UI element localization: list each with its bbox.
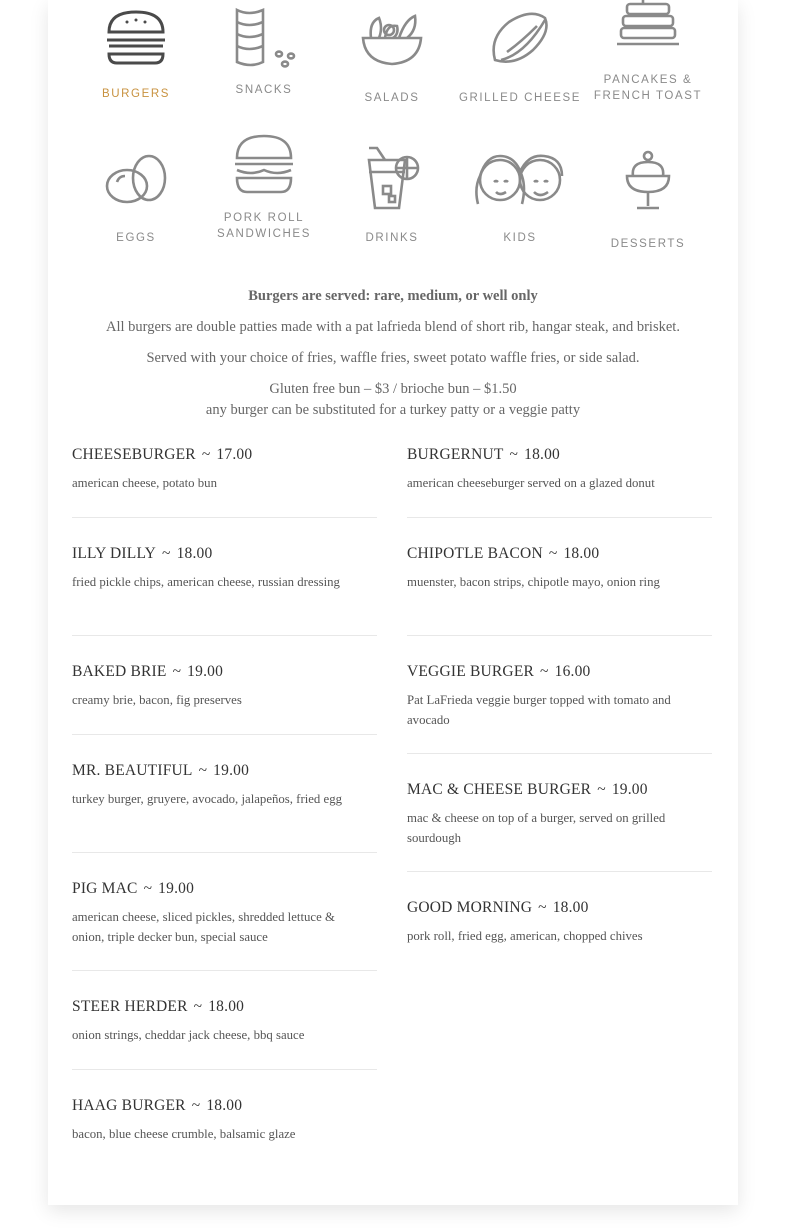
item-name: BAKED BRIE	[72, 663, 167, 680]
salad-bowl-icon	[359, 8, 425, 68]
item-price: 16.00	[554, 663, 591, 680]
category-desserts[interactable]	[584, 148, 712, 252]
served-note: Burgers are served: rare, medium, or well only	[248, 288, 538, 304]
item-price: 18.00	[208, 998, 245, 1015]
item-name: HAAG BURGER	[72, 1097, 186, 1114]
category-snacks[interactable]	[200, 6, 328, 98]
category-label: PANCAKES & FRENCH TOAST	[593, 74, 703, 102]
category-label: GRILLED CHEESE	[458, 92, 582, 104]
item-price: 17.00	[216, 446, 253, 463]
category-label: KIDS	[503, 232, 537, 244]
item-price: 18.00	[206, 1097, 243, 1114]
category-kids[interactable]	[456, 152, 584, 246]
menu-item[interactable]: HAAG BURGER ~ 18.00 bacon, blue cheese crumble, balsamic glaze	[72, 1096, 377, 1156]
patties-note: All burgers are double patties made with a pat lafrieda blend of short rib, hangar steak, and brisket.	[106, 319, 680, 335]
pancakes-icon	[615, 0, 681, 50]
category-label: DESSERTS	[610, 238, 686, 250]
category-pork-roll[interactable]	[200, 132, 328, 242]
item-description: mac & cheese on top of a burger, served on grilled sourdough	[407, 811, 666, 845]
item-name: STEER HERDER	[72, 998, 188, 1015]
sandwich-icon	[231, 132, 297, 196]
kids-icon	[472, 152, 568, 208]
menu-item[interactable]: MR. BEAUTIFUL ~ 19.00 turkey burger, gruyere, avocado, jalapeños, fried egg	[72, 761, 377, 853]
item-price: 19.00	[213, 762, 250, 779]
item-description: pork roll, fried egg, american, chopped chives	[407, 929, 643, 943]
item-description: american cheeseburger served on a glazed donut	[407, 476, 655, 490]
category-label: BURGERS	[101, 88, 171, 100]
bun-note: Gluten free bun – $3 / brioche bun – $1.50	[269, 381, 517, 397]
item-description: onion strings, cheddar jack cheese, bbq sauce	[72, 1028, 305, 1042]
item-name: GOOD MORNING	[407, 899, 533, 916]
item-name: CHIPOTLE BACON	[407, 545, 543, 562]
menu-item[interactable]: ILLY DILLY ~ 18.00 fried pickle chips, american cheese, russian dressing	[72, 544, 377, 636]
menu-item[interactable]: PIG MAC ~ 19.00 american cheese, sliced pickles, shredded lettuce & onion, triple decker bun, special sauce	[72, 879, 377, 971]
item-name: VEGGIE BURGER	[407, 663, 535, 680]
eggs-icon	[103, 152, 169, 208]
menu-item[interactable]: BAKED BRIE ~ 19.00 creamy brie, bacon, fig preserves	[72, 662, 377, 735]
item-price: 19.00	[187, 663, 224, 680]
menu-item[interactable]: MAC & CHEESE BURGER ~ 19.00 mac & cheese on top of a burger, served on grilled sourdough	[407, 780, 712, 872]
category-grilled-cheese[interactable]	[456, 8, 584, 106]
burger-icon	[103, 8, 169, 68]
item-price: 19.00	[158, 880, 195, 897]
category-label: EGGS	[116, 232, 156, 244]
grilled-cheese-icon	[487, 8, 553, 70]
item-description: creamy brie, bacon, fig preserves	[72, 693, 242, 707]
item-description: turkey burger, gruyere, avocado, jalapeños, fried egg	[72, 792, 343, 806]
item-name: MR. BEAUTIFUL	[72, 762, 193, 779]
menu-column-right	[407, 445, 712, 958]
category-label: SNACKS	[235, 84, 293, 96]
menu-item[interactable]: GOOD MORNING ~ 18.00 pork roll, fried egg, american, chopped chives	[407, 898, 712, 958]
item-price: 18.00	[176, 545, 213, 562]
category-pancakes[interactable]	[584, 0, 712, 104]
item-description: american cheese, potato bun	[72, 476, 217, 490]
item-price: 18.00	[552, 899, 589, 916]
item-name: MAC & CHEESE BURGER	[407, 781, 592, 798]
menu-item[interactable]: VEGGIE BURGER ~ 16.00 Pat LaFrieda veggie burger topped with tomato and avocado	[407, 662, 712, 754]
menu-item[interactable]: BURGERNUT ~ 18.00 american cheeseburger served on a glazed donut	[407, 445, 712, 518]
item-price: 18.00	[563, 545, 600, 562]
category-drinks[interactable]	[328, 146, 456, 246]
category-eggs[interactable]	[72, 152, 200, 246]
item-price: 18.00	[524, 446, 560, 463]
item-price: 19.00	[611, 781, 648, 798]
menu-item[interactable]: CHIPOTLE BACON ~ 18.00 muenster, bacon strips, chipotle mayo, onion ring	[407, 544, 712, 636]
item-name: ILLY DILLY	[72, 545, 156, 562]
item-description: Pat LaFrieda veggie burger topped with tomato and avocado	[407, 693, 671, 727]
category-label: PORK ROLL SANDWICHES	[217, 212, 311, 240]
item-description: bacon, blue cheese crumble, balsamic glaze	[72, 1127, 296, 1141]
sides-note: Served with your choice of fries, waffle fries, sweet potato waffle fries, or side salad.	[146, 350, 640, 366]
category-label: DRINKS	[365, 232, 419, 244]
drink-icon	[359, 146, 425, 212]
sundae-icon	[615, 148, 681, 212]
item-name: BURGERNUT	[407, 446, 504, 463]
item-description: american cheese, sliced pickles, shredded lettuce & onion, triple decker bun, special sauce	[72, 910, 335, 944]
category-burgers[interactable]	[72, 8, 200, 102]
snacks-icon	[231, 6, 297, 70]
item-name: PIG MAC	[72, 880, 138, 897]
menu-item[interactable]: CHEESEBURGER ~ 17.00 american cheese, potato bun	[72, 445, 377, 518]
item-name: CHEESEBURGER	[72, 446, 196, 463]
menu-item[interactable]: STEER HERDER ~ 18.00 onion strings, cheddar jack cheese, bbq sauce	[72, 997, 377, 1070]
category-label: SALADS	[364, 92, 420, 104]
item-description: muenster, bacon strips, chipotle mayo, onion ring	[407, 575, 660, 589]
menu-column-left	[72, 445, 377, 1156]
category-salads[interactable]	[328, 8, 456, 106]
item-description: fried pickle chips, american cheese, russian dressing	[72, 575, 340, 589]
substitution-note: any burger can be substituted for a turkey patty or a veggie patty	[205, 402, 581, 418]
